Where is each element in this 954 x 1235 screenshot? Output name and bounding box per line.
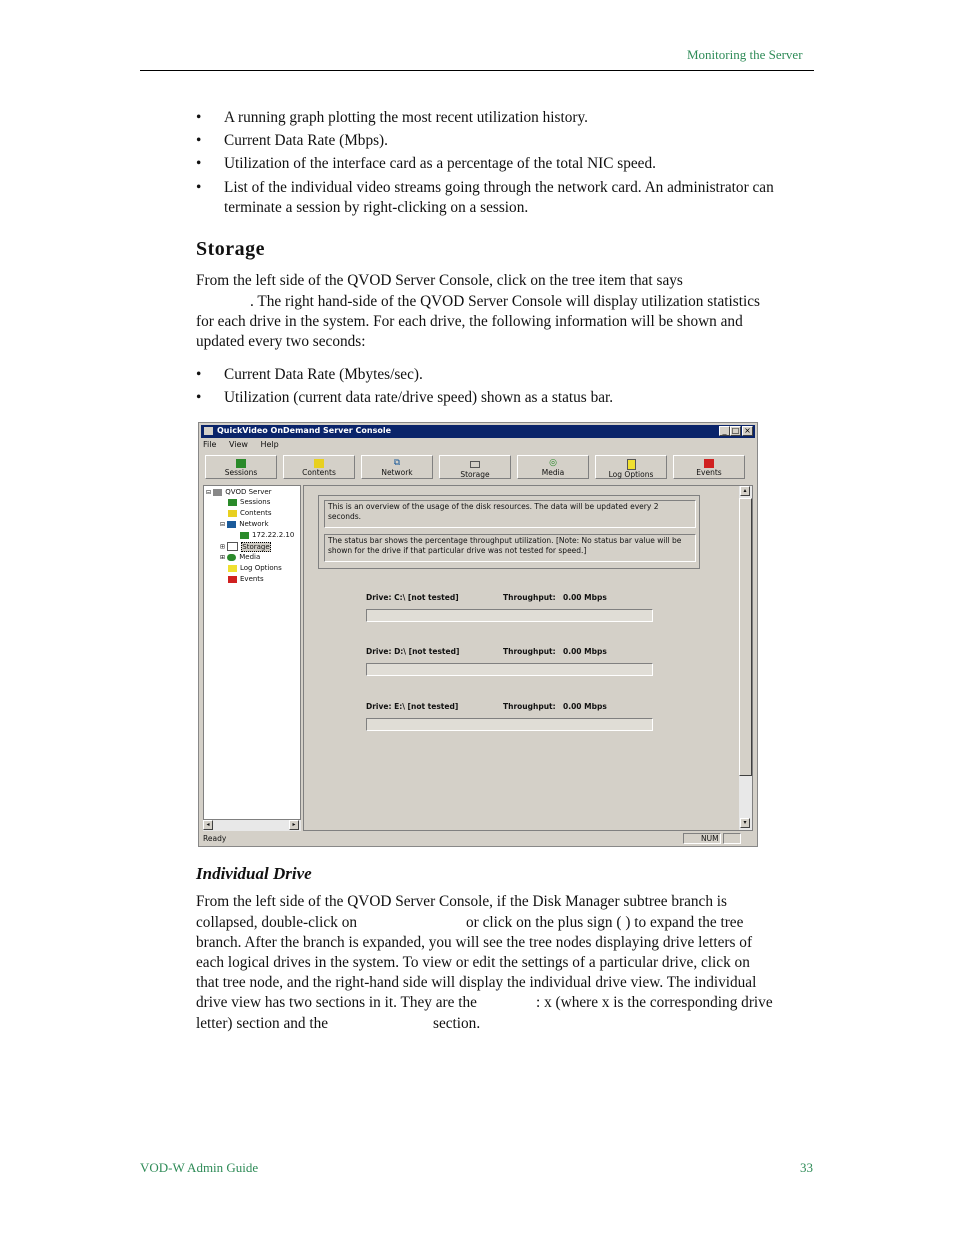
scroll-up-icon[interactable]: ▴ <box>740 486 750 496</box>
scroll-down-icon[interactable]: ▾ <box>740 818 750 828</box>
pane-vertical-scrollbar[interactable] <box>739 486 752 830</box>
log-options-icon <box>228 565 237 572</box>
individual-paragraph-line: each logical drives in the system. To view or edit the settings of a particular drive, click on <box>196 954 750 971</box>
overview-text: This is an overview of the usage of the disk resources. The data will be updated every 2 seconds. <box>324 500 696 528</box>
navigation-tree <box>203 485 301 831</box>
throughput-label: Throughput: <box>503 647 556 656</box>
throughput-value: 0.00 Mbps <box>563 647 607 656</box>
storage-paragraph-line: for each drive in the system. For each drive, the following information will be shown and <box>196 313 743 330</box>
bullet-item: • Current Data Rate (Mbps). <box>196 132 388 149</box>
storage-icon <box>470 461 480 468</box>
events-icon <box>228 576 237 583</box>
drive-utilization-bar <box>366 663 653 676</box>
tree-item-network[interactable]: ⊟ Network <box>220 520 269 528</box>
toolbar-contents-button[interactable]: Contents <box>283 455 355 479</box>
running-header: Monitoring the Server <box>687 47 803 62</box>
status-panel <box>723 833 741 844</box>
log-options-icon <box>627 459 636 470</box>
collapse-icon: ⊟ <box>206 489 212 496</box>
tree-item-contents[interactable]: Contents <box>228 509 272 517</box>
tree-item-log-options[interactable]: Log Options <box>228 564 282 572</box>
throughput-label: Throughput: <box>503 593 556 602</box>
toolbar-events-button[interactable]: Events <box>673 455 745 479</box>
individual-paragraph-line: collapsed, double-click on <box>196 914 357 931</box>
bullet-item: • List of the individual video streams going through the network card. An administrator can terminate a session by right-clicking on a session. <box>196 179 774 216</box>
section-heading-individual-drive: Individual Drive <box>196 864 312 883</box>
window-title: QuickVideo OnDemand Server Console <box>217 426 392 435</box>
collapse-icon: ⊟ <box>220 521 226 528</box>
drive-label: Drive: E:\ [not tested] <box>366 702 459 711</box>
network-icon <box>227 521 236 528</box>
server-icon <box>213 489 222 496</box>
expand-icon: ⊞ <box>220 543 226 551</box>
contents-icon <box>228 510 237 517</box>
menu-help[interactable]: Help <box>260 440 279 449</box>
toolbar-media-button[interactable]: ◎ Media <box>517 455 589 479</box>
sessions-icon <box>228 499 237 506</box>
throughput-label: Throughput: <box>503 702 556 711</box>
contents-icon <box>314 459 324 468</box>
individual-paragraph-line: branch. After the branch is expanded, you will see the tree nodes displaying drive letters of <box>196 934 753 951</box>
individual-paragraph-line: that tree node, and the right-hand side will display the individual drive view. The individual <box>196 974 757 991</box>
toolbar-storage-button[interactable]: Storage <box>439 455 511 479</box>
toolbar <box>205 455 751 481</box>
status-panel-num: NUM <box>683 833 721 844</box>
individual-paragraph-line: or click on the plus sign ( ) to expand the tree <box>466 914 744 931</box>
nic-icon <box>240 532 249 539</box>
bullet-item: • Current Data Rate (Mbytes/sec). <box>196 366 423 383</box>
server-console-window <box>198 422 758 847</box>
header-rule <box>140 70 814 71</box>
footer-title: VOD-W Admin Guide <box>140 1160 259 1175</box>
status-bar <box>201 833 755 845</box>
media-icon <box>227 554 236 561</box>
maximize-button[interactable]: □ <box>731 426 740 435</box>
app-icon <box>204 427 213 435</box>
bullet-item: • Utilization (current data rate/drive speed) shown as a status bar. <box>196 389 614 406</box>
status-bar-note: The status bar shows the percentage throughput utilization. [Note: No status bar value will be shown for the drive if that particular drive was not tested for speed.] <box>324 534 696 562</box>
menu-file[interactable]: File <box>203 440 217 449</box>
sessions-icon <box>236 459 246 468</box>
individual-paragraph-line: section. <box>433 1015 481 1032</box>
tree-item-ip[interactable]: 172.22.2.10 <box>240 531 294 539</box>
storage-paragraph-line: . The right hand-side of the QVOD Server Console will display utilization statistics <box>250 293 760 310</box>
drive-label: Drive: C:\ [not tested] <box>366 593 459 602</box>
tree-horizontal-scrollbar[interactable] <box>203 819 301 831</box>
throughput-value: 0.00 Mbps <box>563 702 607 711</box>
storage-paragraph-line: From the left side of the QVOD Server Console, click on the tree item that says <box>196 272 683 289</box>
tree-item-sessions[interactable]: Sessions <box>228 498 270 506</box>
status-text: Ready <box>203 834 227 843</box>
title-bar <box>201 425 755 438</box>
individual-paragraph-line: From the left side of the QVOD Server Console, if the Disk Manager subtree branch is <box>196 893 728 910</box>
throughput-value: 0.00 Mbps <box>563 593 607 602</box>
tree-item-media[interactable]: ⊞ Media <box>220 553 261 561</box>
menu-view[interactable]: View <box>228 440 248 449</box>
info-group <box>318 495 700 569</box>
scrollbar-thumb[interactable] <box>739 498 752 776</box>
close-button[interactable]: × <box>742 426 753 436</box>
expand-icon: ⊞ <box>220 554 226 561</box>
scroll-left-icon[interactable]: ◂ <box>203 820 213 830</box>
drive-utilization-bar <box>366 718 653 731</box>
page-number: 33 <box>800 1160 813 1175</box>
storage-paragraph-line: updated every two seconds: <box>196 333 366 350</box>
toolbar-sessions-button[interactable]: Sessions <box>205 455 277 479</box>
toolbar-network-button[interactable]: ⧉ Network <box>361 455 433 479</box>
individual-paragraph-line: : x (where x is the corresponding drive <box>536 994 773 1011</box>
drive-label: Drive: D:\ [not tested] <box>366 647 460 656</box>
storage-icon <box>227 542 238 551</box>
media-icon: ◎ <box>549 458 557 468</box>
bullet-item: • A running graph plotting the most recent utilization history. <box>196 109 588 126</box>
tree-item-qvod-server[interactable]: ⊟ QVOD Server <box>206 488 272 496</box>
minimize-button[interactable]: _ <box>719 426 730 436</box>
tree-item-storage[interactable]: ⊞ Storage <box>220 542 270 551</box>
individual-paragraph-line: drive view has two sections in it. They are the <box>196 994 477 1011</box>
drive-utilization-bar <box>366 609 653 622</box>
toolbar-log-options-button[interactable]: Log Options <box>595 455 667 479</box>
tree-item-events[interactable]: Events <box>228 575 264 583</box>
menu-bar <box>203 440 289 449</box>
network-icon: ⧉ <box>393 458 401 468</box>
events-icon <box>704 459 714 468</box>
individual-paragraph-line: letter) section and the <box>196 1015 329 1032</box>
section-heading-storage: Storage <box>196 238 266 260</box>
scroll-right-icon[interactable]: ▸ <box>289 820 299 830</box>
bullet-item: • Utilization of the interface card as a percentage of the total NIC speed. <box>196 155 656 172</box>
